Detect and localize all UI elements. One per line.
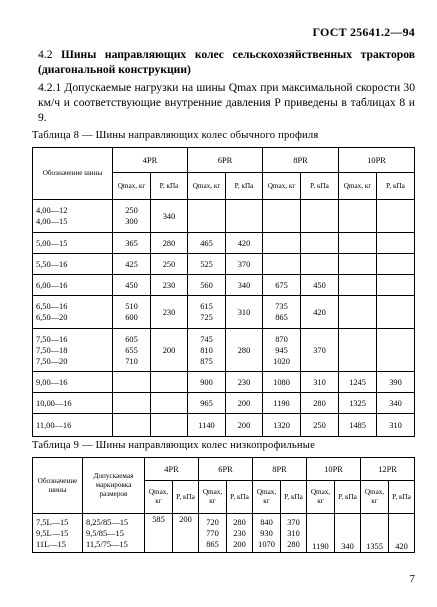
table-row <box>33 372 415 393</box>
pressure-value: 230 <box>151 275 188 296</box>
table-row <box>33 200 415 233</box>
load-value <box>339 233 377 254</box>
pressure-value: 310 <box>377 414 415 437</box>
t9-head-qmax: Qmax, кг <box>145 481 173 514</box>
load-value <box>339 275 377 296</box>
load-value: 840 930 1070 <box>253 514 281 553</box>
load-value <box>113 372 151 393</box>
table-row <box>33 254 415 275</box>
t9-head-marking: Допускаемая маркировка размеров <box>83 458 145 514</box>
load-value: 675 <box>263 275 301 296</box>
pressure-value <box>377 233 415 254</box>
pressure-value: 230 <box>226 372 263 393</box>
load-value <box>113 393 151 414</box>
pressure-value <box>301 233 339 254</box>
pressure-value: 340 <box>151 200 188 233</box>
size-marking: 8,25/85—15 9,5/85—15 11,5/75—15 <box>83 514 145 553</box>
pressure-value: 370 310 280 <box>281 514 307 553</box>
t9-head-group: 4PR <box>145 458 199 481</box>
pressure-value: 370 <box>226 254 263 275</box>
t9-head-p: P, кПа <box>173 481 199 514</box>
t8-head-group: 4PR <box>113 148 188 173</box>
load-value: 1485 <box>339 414 377 437</box>
load-value: 450 <box>113 275 151 296</box>
t8-head-qmax: Qmax, кг <box>113 173 151 200</box>
load-value: 1245 <box>339 372 377 393</box>
document-header: ГОСТ 25641.2—94 <box>312 25 415 39</box>
pressure-value: 370 <box>301 329 339 372</box>
table8-caption: Таблица 8 — Шины направляющих колес обычного профиля <box>32 130 319 141</box>
pressure-value: 200 <box>173 514 199 553</box>
section-paragraph: 4.2.1 Допускаемые нагрузки на шины Qmax при максимальной скорости 30 км/ч и соответствующие внутренние давления P приведены в таблицах 8 и 9. <box>38 81 415 124</box>
pressure-value: 340 <box>335 514 361 553</box>
tire-designation: 6,00—16 <box>33 275 113 296</box>
section-heading <box>38 47 415 77</box>
pressure-value <box>377 296 415 329</box>
t8-head-qmax: Qmax, кг <box>339 173 377 200</box>
load-value: 1320 <box>263 414 301 437</box>
load-value: 745 810 875 <box>188 329 226 372</box>
t9-head-qmax: Qmax, кг <box>199 481 227 514</box>
t9-head-p: P, кПа <box>335 481 361 514</box>
load-value <box>339 329 377 372</box>
tire-designation: 7,50—16 7,50—18 7,50—20 <box>33 329 113 372</box>
load-value: 720 770 865 <box>199 514 227 553</box>
pressure-value <box>151 393 188 414</box>
pressure-value: 310 <box>226 296 263 329</box>
load-value: 735 865 <box>263 296 301 329</box>
t8-head-p: P, кПа <box>151 173 188 200</box>
pressure-value: 200 <box>151 329 188 372</box>
t8-head-p: P, кПа <box>377 173 415 200</box>
t8-head-designation: Обозначение шины <box>33 148 113 200</box>
t8-head-qmax: Qmax, кг <box>263 173 301 200</box>
load-value: 525 <box>188 254 226 275</box>
pressure-value: 420 <box>301 296 339 329</box>
load-value <box>113 414 151 437</box>
load-value <box>263 254 301 275</box>
tire-designation: 10,00—16 <box>33 393 113 414</box>
pressure-value <box>151 372 188 393</box>
pressure-value <box>377 275 415 296</box>
load-value: 1080 <box>263 372 301 393</box>
pressure-value <box>377 200 415 233</box>
pressure-value: 230 <box>151 296 188 329</box>
load-value: 250 300 <box>113 200 151 233</box>
tire-designation: 5,50—16 <box>33 254 113 275</box>
pressure-value: 390 <box>377 372 415 393</box>
pressure-value: 420 <box>226 233 263 254</box>
pressure-value: 280 230 200 <box>227 514 253 553</box>
t9-head-group: 12PR <box>361 458 415 481</box>
load-value: 965 <box>188 393 226 414</box>
load-value <box>339 200 377 233</box>
load-value <box>339 254 377 275</box>
load-value: 1325 <box>339 393 377 414</box>
table-row <box>33 233 415 254</box>
t9-head-p: P, кПа <box>227 481 253 514</box>
t8-head-p: P, кПа <box>226 173 263 200</box>
t9-head-qmax: Qmax, кг <box>253 481 281 514</box>
pressure-value <box>377 329 415 372</box>
load-value: 615 725 <box>188 296 226 329</box>
pressure-value: 280 <box>151 233 188 254</box>
load-value: 1355 <box>361 514 389 553</box>
t9-head-group: 8PR <box>253 458 307 481</box>
t8-head-group: 6PR <box>188 148 263 173</box>
load-value: 1190 <box>307 514 335 553</box>
load-value: 1190 <box>263 393 301 414</box>
tire-designation: 6,50—16 6,50—20 <box>33 296 113 329</box>
t9-head-group: 6PR <box>199 458 253 481</box>
table-row <box>33 296 415 329</box>
table9-caption: Таблица 9 — Шины направляющих колес низкопрофильные <box>32 440 315 451</box>
pressure-value: 340 <box>377 393 415 414</box>
table-row <box>33 275 415 296</box>
load-value <box>263 200 301 233</box>
tire-designation: 9,00—16 <box>33 372 113 393</box>
table9 <box>32 457 415 553</box>
pressure-value: 200 <box>226 393 263 414</box>
load-value: 365 <box>113 233 151 254</box>
pressure-value <box>377 254 415 275</box>
tire-designation: 11,00—16 <box>33 414 113 437</box>
t8-head-group: 8PR <box>263 148 339 173</box>
pressure-value <box>151 414 188 437</box>
load-value: 1140 <box>188 414 226 437</box>
pressure-value: 340 <box>226 275 263 296</box>
t9-head-designation: Обозначение шины <box>33 458 83 514</box>
pressure-value: 310 <box>301 372 339 393</box>
load-value <box>339 296 377 329</box>
load-value <box>263 233 301 254</box>
tire-designation: 7,5L—15 9,5L—15 11L—15 <box>33 514 83 553</box>
pressure-value <box>301 254 339 275</box>
pressure-value: 250 <box>151 254 188 275</box>
t9-head-group: 10PR <box>307 458 361 481</box>
table8 <box>32 147 415 437</box>
section-number: 4.2 <box>38 48 53 61</box>
t8-head-qmax: Qmax, кг <box>188 173 226 200</box>
pressure-value: 280 <box>301 393 339 414</box>
load-value: 900 <box>188 372 226 393</box>
pressure-value: 200 <box>226 414 263 437</box>
t9-head-p: P, кПа <box>281 481 307 514</box>
load-value: 605 655 710 <box>113 329 151 372</box>
load-value: 560 <box>188 275 226 296</box>
t9-head-qmax: Qmax, кг <box>307 481 335 514</box>
load-value: 870 945 1020 <box>263 329 301 372</box>
tire-designation: 4,00—12 4,00—15 <box>33 200 113 233</box>
t8-head-group: 10PR <box>339 148 415 173</box>
pressure-value: 250 <box>301 414 339 437</box>
pressure-value: 280 <box>226 329 263 372</box>
pressure-value <box>301 200 339 233</box>
tire-designation: 5,00—15 <box>33 233 113 254</box>
page-number: 7 <box>409 573 415 585</box>
pressure-value <box>226 200 263 233</box>
table-row <box>33 329 415 372</box>
load-value: 465 <box>188 233 226 254</box>
pressure-value: 450 <box>301 275 339 296</box>
load-value: 510 600 <box>113 296 151 329</box>
t8-head-p: P, кПа <box>301 173 339 200</box>
t9-head-p: P, кПа <box>389 481 415 514</box>
load-value: 585 <box>145 514 173 553</box>
table-row <box>33 414 415 437</box>
load-value <box>188 200 226 233</box>
table-row <box>33 514 415 553</box>
section-title: Шины направляющих колес сельскохозяйственных тракторов (диагональной конструкции) <box>38 48 415 76</box>
t9-head-qmax: Qmax, кг <box>361 481 389 514</box>
pressure-value: 420 <box>389 514 415 553</box>
table-row <box>33 393 415 414</box>
load-value: 425 <box>113 254 151 275</box>
